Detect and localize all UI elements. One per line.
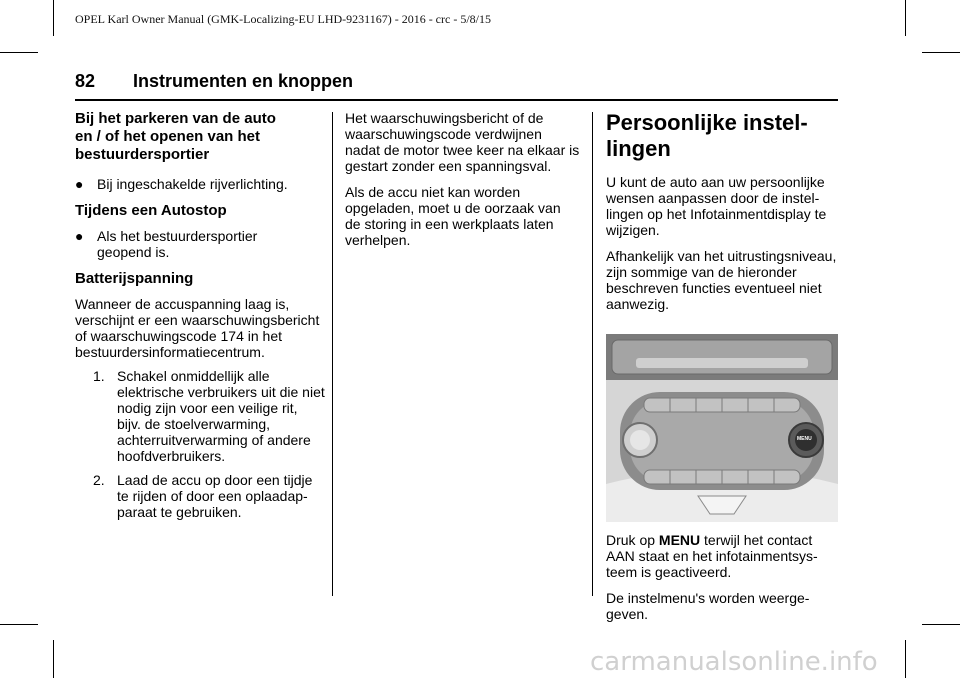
crop-mark: [0, 52, 38, 53]
page-header: [75, 70, 838, 98]
step-number: 2.: [93, 472, 105, 488]
column-divider: [332, 112, 333, 596]
bullet-text: Als het bestuurdersportier geopend is.: [97, 228, 258, 260]
crop-mark: [53, 0, 54, 36]
step-text: Laad de accu op door een tijdje te rijden of door een oplaadapparaat te gebruiken.: [117, 472, 313, 520]
column-right: [606, 110, 838, 622]
heading-battery: Batterijspanning: [75, 270, 194, 287]
heading-autostop: Tijdens een Autostop: [75, 202, 227, 219]
column-divider: [592, 112, 593, 596]
step-text: Schakel onmiddellijk alle elektrische verbruikers uit die niet nodig zijn voor een veilige rit, bijv. de stoelverwarming, achterruitverwarming of andere hoofdverbruikers.: [117, 368, 325, 464]
menu-button-ref: MENU: [658, 532, 701, 548]
source-header: OPEL Karl Owner Manual (GMK-Localizing-EU LHD-9231167) - 2016 - crc - 5/8/15: [75, 12, 491, 26]
bullet-item: [75, 228, 325, 260]
infotainment-panel-illustration: [606, 334, 838, 522]
paragraph: U kunt de auto aan uw persoonlijke wensen aanpassen door de instellingen op het Infotainmentdisplay te wijzigen.: [606, 174, 827, 238]
bullet-item: [75, 176, 325, 192]
numbered-step: [75, 368, 325, 464]
crop-mark: [922, 624, 960, 625]
page-number: 82: [75, 71, 96, 91]
menu-knob-label: MENU: [797, 436, 812, 442]
crop-mark: [0, 624, 38, 625]
bullet-text: Bij ingeschakelde rijverlichting.: [97, 176, 288, 192]
bullet-icon: ●: [75, 176, 84, 192]
header-rule: [75, 99, 838, 101]
crop-mark: [905, 0, 906, 36]
crop-mark: [922, 52, 960, 53]
column-middle: [345, 110, 580, 248]
crop-mark: [53, 640, 54, 678]
bullet-icon: ●: [75, 228, 84, 244]
infotainment-figure: [606, 334, 838, 522]
paragraph-text: Druk op: [606, 532, 659, 548]
step-number: 1.: [93, 368, 105, 384]
paragraph: De instelmenu's worden weergegeven.: [606, 590, 810, 622]
battery-text: Wanneer de accuspanning laag is, verschijnt er een waarschuwingsbericht of waarschuwingscode 174 in het bestuurdersinformatiecentrum.: [75, 296, 320, 360]
paragraph: Het waarschuwingsbericht of de waarschuwingscode verdwijnen nadat de motor twee keer na elkaar is gestart zonder een spanningsval.: [345, 110, 580, 174]
paragraph: Afhankelijk van het uitrustingsniveau, zijn sommige van de hieronder beschreven functies eventueel niet aanwezig.: [606, 248, 837, 312]
section-heading: Persoonlijke instellingen: [606, 110, 808, 161]
watermark: carmanualsonline.info: [590, 647, 878, 677]
paragraph-text: terwijl het contact AAN staat en het infotainmentsysteem is geactiveerd.: [606, 532, 818, 580]
heading-parking: Bij het parkeren van de auto en / of het openen van het bestuurdersportier: [75, 110, 276, 163]
paragraph: [606, 532, 838, 580]
column-left: [75, 110, 325, 520]
numbered-step: [75, 472, 325, 520]
paragraph: Als de accu niet kan worden opgeladen, moet u de oorzaak van de storing in een werkplaats laten verhelpen.: [345, 184, 561, 248]
page-title: Instrumenten en knoppen: [133, 71, 354, 91]
